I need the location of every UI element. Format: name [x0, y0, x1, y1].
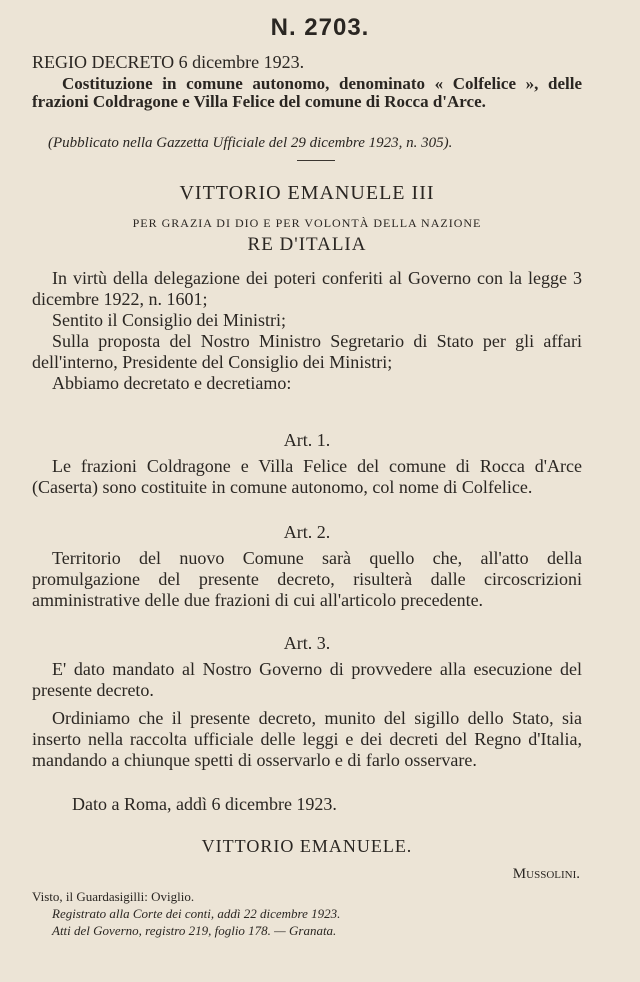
preamble-delegation: In virtù della delegazione dei poteri conferiti al Governo con la legge 3 dicembre 1922, n. 1601; — [32, 268, 582, 309]
decree-header — [32, 52, 582, 73]
minister-signature-block — [440, 864, 580, 885]
article-2 — [32, 548, 582, 611]
dated-block — [72, 794, 622, 815]
article-3-title: Art. 3. — [283, 633, 331, 653]
decree-number: N. 2703. — [270, 14, 370, 41]
title-block — [32, 234, 582, 255]
minister-signature: Mussolini. — [512, 866, 580, 882]
article-1-title: Art. 1. — [283, 430, 331, 450]
divider — [297, 160, 335, 161]
decree-header-line: REGIO DECRETO 6 dicembre 1923. — [32, 52, 305, 72]
preamble-proposta: Sulla proposta del Nostro Ministro Segretario di Stato per gli affari dell'interno, Presidente del Consiglio dei Ministri; — [32, 331, 582, 372]
dated-line: Dato a Roma, addì 6 dicembre 1923. — [72, 794, 337, 814]
closing-text: Ordiniamo che il presente decreto, munito del sigillo dello Stato, sia inserto nella raccolta ufficiale delle leggi e dei decreti del Regno d'Italia, mandando a chiunque spetti di osservarlo e di farlo osservare. — [32, 708, 582, 770]
article-3 — [32, 659, 582, 701]
preamble — [32, 268, 582, 394]
registrato-line: Registrato alla Corte dei conti, addì 22 dicembre 1923. — [52, 906, 341, 921]
closing-block — [32, 708, 582, 771]
article-1 — [32, 456, 582, 498]
footer-notes — [32, 888, 582, 939]
publication-block — [48, 133, 578, 154]
king-name: VITTORIO EMANUELE III — [179, 182, 435, 204]
king-signature: VITTORIO EMANUELE. — [201, 836, 413, 856]
king-signature-block — [32, 836, 582, 857]
article-2-title: Art. 2. — [283, 522, 331, 542]
visto-line: Visto, il Guardasigilli: Oviglio. — [32, 889, 195, 904]
preamble-decretato: Abbiamo decretato e decretiamo: — [52, 373, 292, 393]
article-2-text: Territorio del nuovo Comune sarà quello che, all'atto della promulgazione del presente decreto, risulterà dalle circoscrizioni amministrative delle due frazioni di cui all'articolo precedente. — [32, 548, 582, 610]
article-2-heading — [32, 522, 582, 543]
publication-note: (Pubblicato nella Gazzetta Ufficiale del 29 dicembre 1923, n. 305). — [48, 135, 453, 151]
article-1-text: Le frazioni Coldragone e Villa Felice del comune di Rocca d'Arce (Caserta) sono costituite in comune autonomo, col nome di Colfelice. — [32, 456, 582, 497]
king-block — [32, 183, 582, 204]
article-3-heading — [32, 633, 582, 654]
decree-subject-block — [32, 75, 582, 111]
decree-subject: Costituzione in comune autonomo, denominato « Colfelice », delle frazioni Coldragone e Villa Felice del comune di Rocca d'Arce. — [32, 74, 582, 111]
re-italia-title: RE D'ITALIA — [247, 234, 367, 255]
atti-line: Atti del Governo, registro 219, foglio 178. — Granata. — [52, 923, 337, 938]
preamble-consiglio: Sentito il Consiglio dei Ministri; — [52, 310, 287, 330]
article-3-text: E' dato mandato al Nostro Governo di provvedere alla esecuzione del presente decreto. — [32, 659, 582, 700]
grace-line: PER GRAZIA DI DIO E PER VOLONTÀ DELLA NAZIONE — [132, 216, 482, 230]
article-1-heading — [32, 430, 582, 451]
grace-block — [32, 213, 582, 234]
